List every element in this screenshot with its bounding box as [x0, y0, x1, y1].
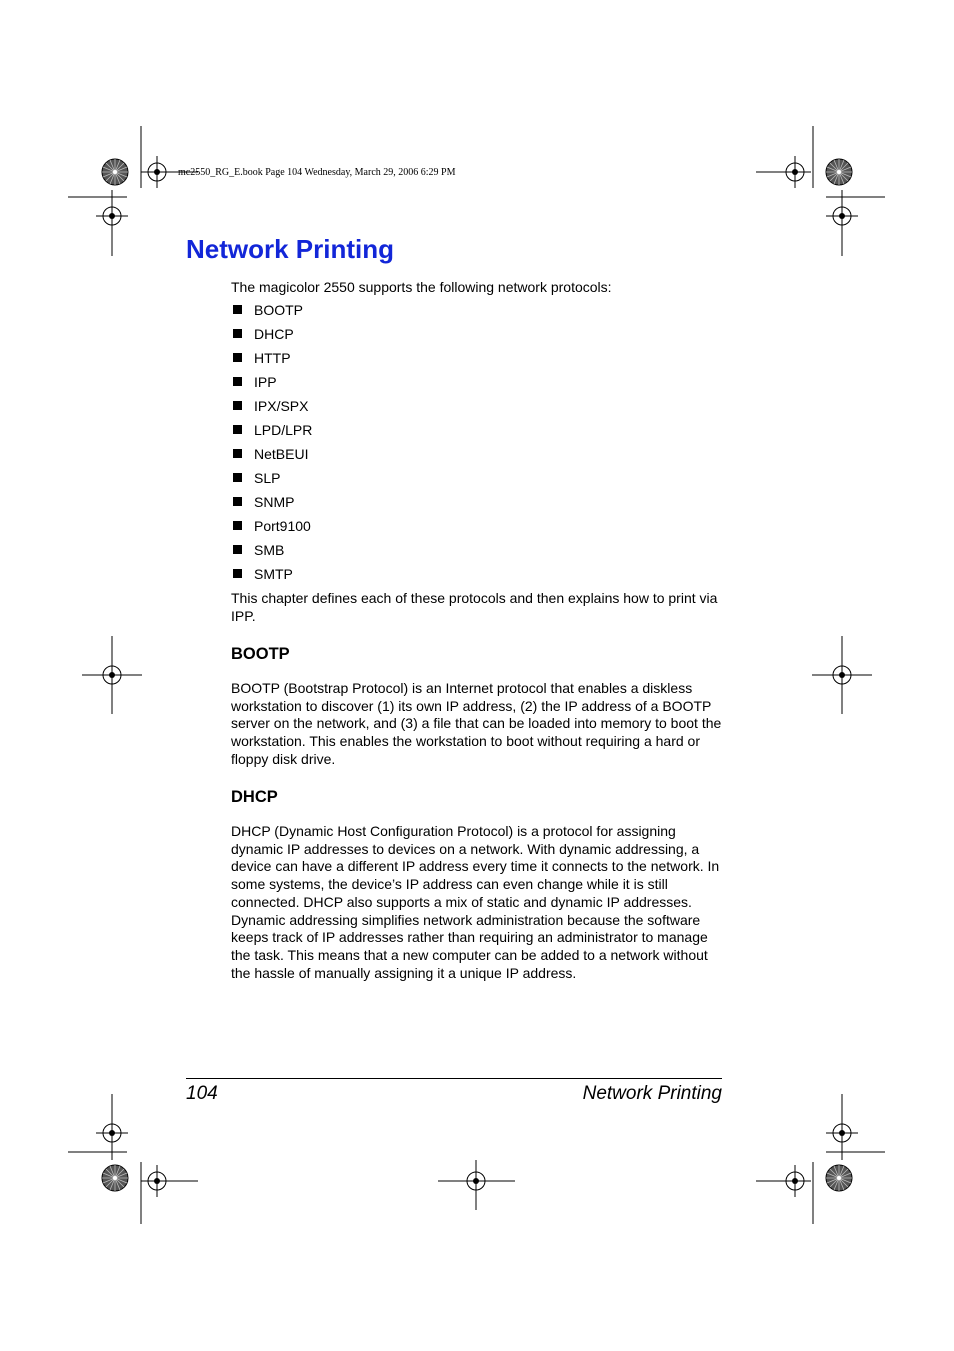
square-bullet-icon — [233, 497, 242, 506]
list-item: BOOTP — [231, 301, 312, 325]
list-item: SMTP — [231, 565, 312, 589]
square-bullet-icon — [233, 569, 242, 578]
square-bullet-icon — [233, 473, 242, 482]
list-item: LPD/LPR — [231, 421, 312, 445]
file-info-header: mc2550_RG_E.book Page 104 Wednesday, March 29, 2006 6:29 PM — [178, 167, 456, 178]
list-item: Port9100 — [231, 517, 312, 541]
list-item: HTTP — [231, 349, 312, 373]
square-bullet-icon — [233, 521, 242, 530]
section-heading-dhcp: DHCP — [231, 788, 278, 806]
page-title: Network Printing — [186, 234, 395, 264]
footer-rule — [186, 1078, 722, 1079]
square-bullet-icon — [233, 545, 242, 554]
list-item: IPX/SPX — [231, 397, 312, 421]
square-bullet-icon — [233, 377, 242, 386]
section-heading-bootp: BOOTP — [231, 645, 290, 663]
section-body-bootp: BOOTP (Bootstrap Protocol) is an Internet protocol that enables a diskless workstation to discover (1) its own IP address, (2) the IP address of a BOOTP server on the network, and (3) a file that can be loaded into memory to boot the workstation. This enables the workstation to boot without requiring a hard or floppy disk drive. — [231, 680, 722, 767]
list-item: SNMP — [231, 493, 312, 517]
running-title: Network Printing — [582, 1083, 722, 1104]
list-item: IPP — [231, 373, 312, 397]
list-item: NetBEUI — [231, 445, 312, 469]
chapter-note: This chapter defines each of these protocols and then explains how to print via IPP. — [231, 590, 718, 624]
protocol-list — [231, 301, 312, 589]
page-number: 104 — [186, 1083, 218, 1104]
list-item: DHCP — [231, 325, 312, 349]
square-bullet-icon — [233, 353, 242, 362]
square-bullet-icon — [233, 449, 242, 458]
list-item: SLP — [231, 469, 312, 493]
list-item: SMB — [231, 541, 312, 565]
section-body-dhcp: DHCP (Dynamic Host Configuration Protocol) is a protocol for assigning dynamic IP addresses to devices on a network. With dynamic addressing, a device can have a different IP address every time it connects to the network. In some systems, the device’s IP address can even change while it is still connected. DHCP also supports a mix of static and dynamic IP addresses. Dynamic addressing simplifies network administration because the software keeps track of IP addresses rather than requiring an administrator to manage the task. This means that a new computer can be added to a network without the hassle of manually assigning it a unique IP address. — [231, 823, 720, 981]
square-bullet-icon — [233, 425, 242, 434]
square-bullet-icon — [233, 401, 242, 410]
square-bullet-icon — [233, 329, 242, 338]
intro-text: The magicolor 2550 supports the following network protocols: — [231, 279, 612, 295]
square-bullet-icon — [233, 305, 242, 314]
